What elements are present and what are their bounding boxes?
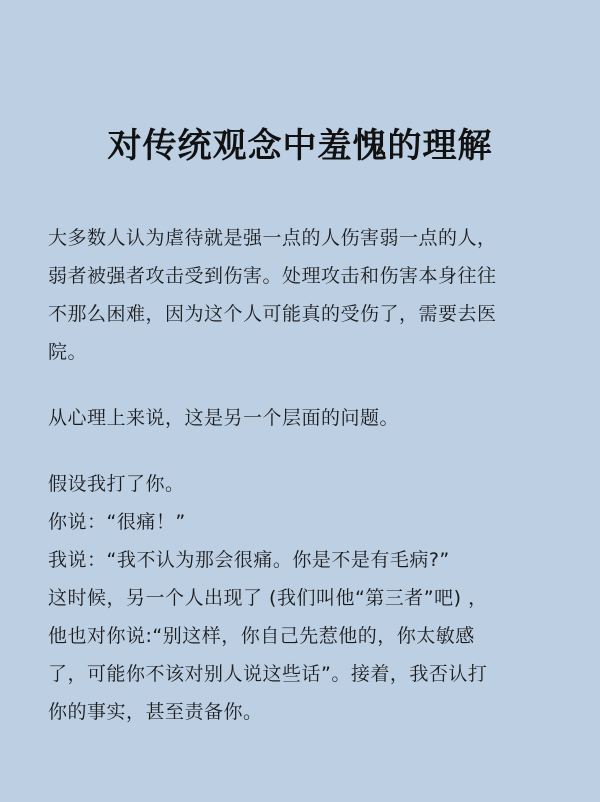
text-line: 大多数人认为虐待就是强一点的人伤害弱一点的人， <box>48 227 497 249</box>
text-line: 院。 <box>48 341 88 363</box>
article-body <box>48 219 552 731</box>
text-line: 从心理上来说，这是另一个层面的问题。 <box>48 407 400 429</box>
text-line: 他也对你说:“别这样，你自己先惹他的，你太敏感 <box>48 625 475 647</box>
paragraph-1 <box>48 219 552 371</box>
text-line: 假设我打了你。 <box>48 473 185 495</box>
paragraph-gap <box>48 437 552 465</box>
text-line: 我说：“我不认为那会很痛。你是不是有毛病?” <box>48 549 450 571</box>
text-line: 你的事实，甚至责备你。 <box>48 701 263 723</box>
text-line: 弱者被强者攻击受到伤害。处理攻击和伤害本身往往 <box>48 265 497 287</box>
text-line: 不那么困难，因为这个人可能真的受伤了，需要去医 <box>48 303 497 325</box>
paragraph-2 <box>48 399 552 437</box>
page-title: 对传统观念中羞愧的理解 <box>107 126 493 166</box>
paragraph-gap <box>48 371 552 399</box>
text-line: 这时候，另一个人出现了 (我们叫他“第三者”吧) ， <box>48 587 488 609</box>
text-line: 了，可能你不该对别人说这些话”。接着，我否认打 <box>48 663 488 685</box>
text-line: 你说：“很痛！” <box>48 511 186 533</box>
paragraph-3 <box>48 465 552 731</box>
